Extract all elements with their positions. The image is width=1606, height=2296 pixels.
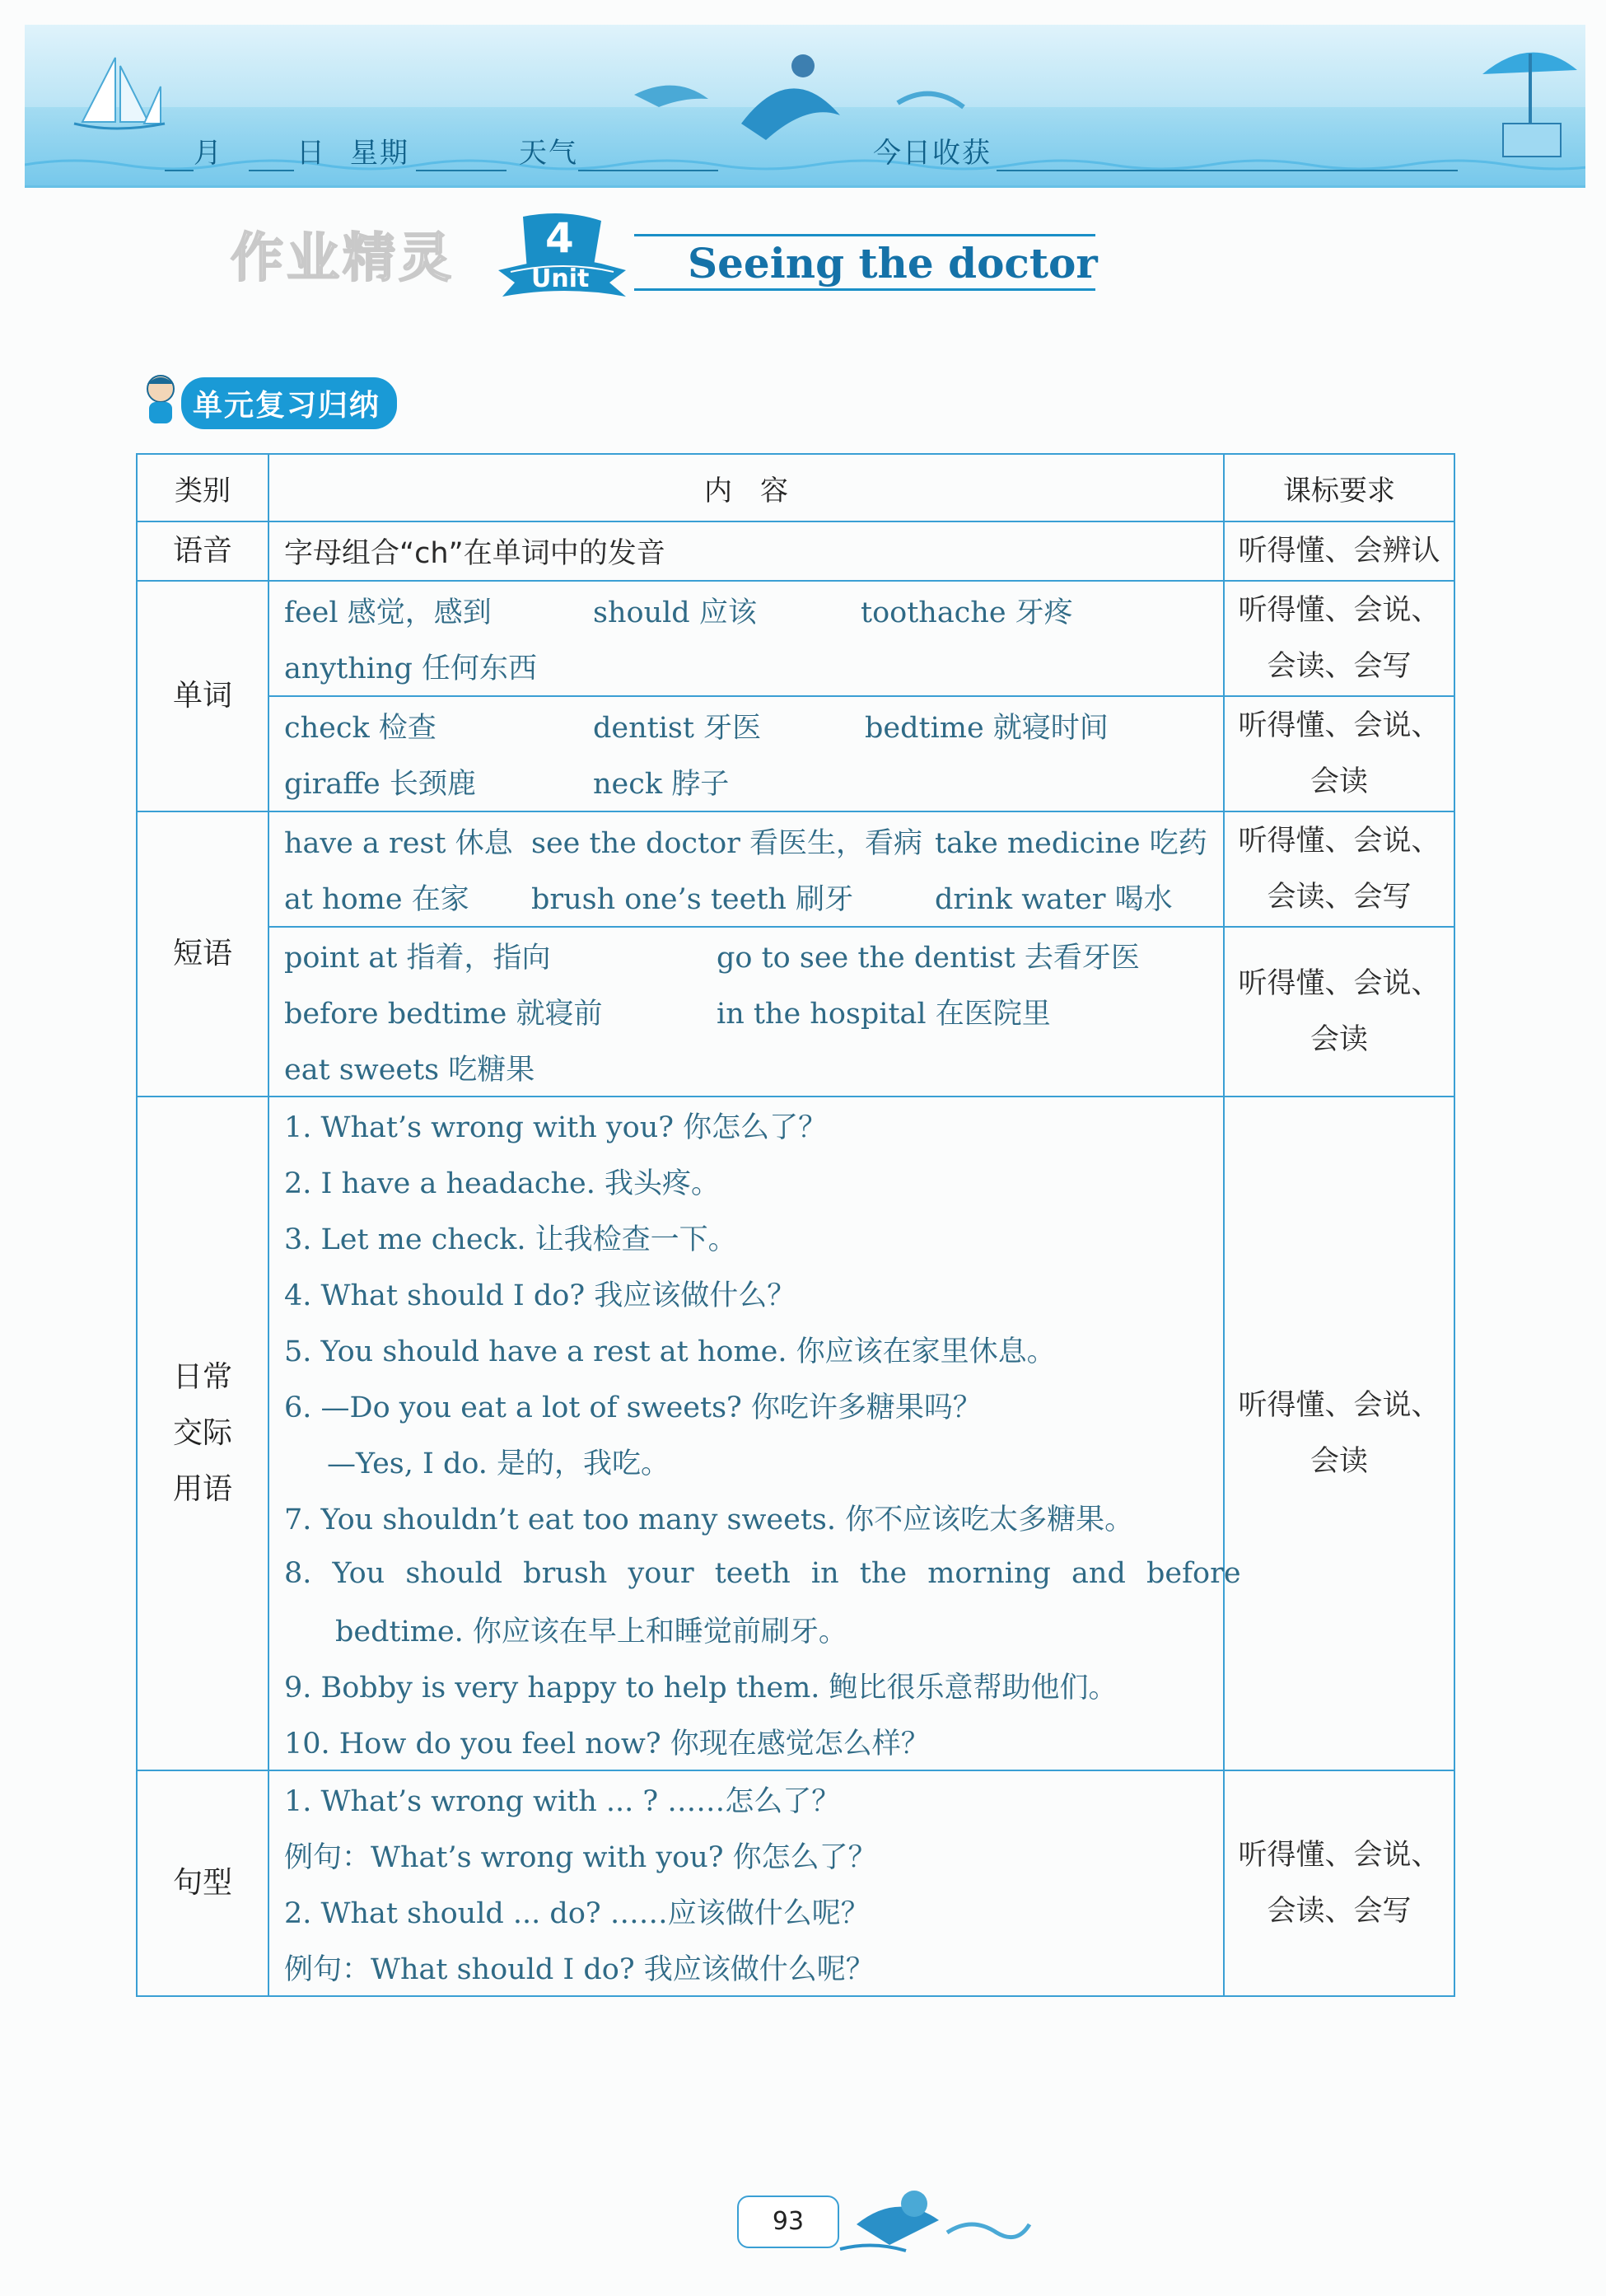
row-daily-expressions — [137, 1097, 1454, 1770]
requirement-cell — [1224, 581, 1454, 696]
month-blank — [165, 170, 194, 171]
content-cell — [268, 927, 1224, 1097]
boy-mascot-icon — [136, 371, 185, 428]
title-rule-bottom — [634, 288, 1095, 291]
brand-logo: 作业精灵 — [231, 228, 455, 289]
sentence-line: 1. What’s wrong with you? 你怎么了？ — [284, 1111, 828, 1144]
row-phrases-1 — [137, 811, 1454, 927]
day-blank — [249, 170, 294, 171]
unit-title: Seeing the doctor — [688, 239, 1098, 288]
sentence-line: 2. I have a headache. 我头疼。 — [284, 1167, 720, 1200]
phrase-item: in the hospital 在医院里 — [717, 998, 1051, 1031]
unit-word: Unit — [531, 264, 590, 293]
vocab-item: dentist 牙医 — [593, 712, 762, 745]
gain-blank — [997, 170, 1458, 171]
vocab-item: neck 脖子 — [593, 768, 730, 801]
content-cell — [268, 1097, 1241, 1770]
row-words-2 — [137, 696, 1454, 811]
requirement-cell — [1224, 811, 1454, 927]
sentence-line: 7. You shouldn’t eat too many sweets. 你不应该吃太多糖果。 — [284, 1503, 1134, 1536]
category-cell: 短语 — [137, 811, 268, 1097]
requirement-line: 听得懂、会说、 — [1238, 594, 1440, 627]
sentence-line: 5. You should have a rest at home. 你应该在家里休息。 — [284, 1335, 1056, 1368]
sentence-line: 4. What should I do? 我应该做什么？ — [284, 1279, 796, 1312]
gain-label: 今日收获 — [873, 137, 992, 170]
requirement-line: 听得懂、会说、 — [1238, 967, 1440, 1000]
page-number: 93 — [737, 2195, 839, 2248]
content-cell — [268, 1770, 1224, 1996]
row-words-1 — [137, 581, 1454, 696]
vocab-item: toothache 牙疼 — [861, 596, 1073, 629]
requirement-cell: 听得懂、会辨认 — [1224, 521, 1454, 581]
requirement-line: 听得懂、会说、 — [1238, 709, 1440, 742]
requirement-cell — [1224, 696, 1454, 811]
section-title: 单元复习归纳 — [181, 377, 397, 429]
category-cell: 语音 — [137, 521, 268, 581]
weekday-label: 星期 — [350, 137, 409, 170]
requirement-line: 会读 — [1310, 1445, 1368, 1478]
sentence-line: —Yes, I do. 是的，我吃。 — [327, 1447, 670, 1480]
requirement-line: 听得懂、会说、 — [1238, 1389, 1440, 1422]
phrase-item: before bedtime 就寝前 — [284, 998, 603, 1031]
phrase-item: see the doctor 看医生，看病 — [531, 827, 923, 860]
pattern-line: 1. What’s wrong with ... ? ……怎么了？ — [284, 1785, 841, 1818]
row-pronunciation — [137, 521, 1454, 581]
banner-illustration — [25, 25, 1585, 185]
requirement-line: 会读 — [1310, 765, 1368, 798]
requirement-cell — [1224, 927, 1454, 1097]
table-header-row — [137, 454, 1454, 521]
content-cell — [268, 581, 1224, 696]
phrase-item: brush one’s teeth 刷牙 — [531, 883, 854, 916]
unit-badge — [494, 213, 634, 307]
pattern-example: 例句：What’s wrong with you? 你怎么了？ — [284, 1841, 877, 1874]
requirement-cell — [1224, 1770, 1454, 1996]
phrase-item: have a rest 休息 — [284, 827, 513, 860]
category-line: 交际 — [172, 1416, 232, 1450]
vocab-item: check 检查 — [284, 712, 437, 745]
row-phrases-2 — [137, 927, 1454, 1097]
phrase-item: at home 在家 — [284, 883, 469, 916]
unit-number: 4 — [545, 214, 574, 262]
vocab-item: feel 感觉，感到 — [284, 596, 492, 629]
requirement-line: 会读、会写 — [1267, 881, 1412, 914]
day-label: 日 — [296, 137, 326, 170]
pattern-line: 2. What should ... do? ……应该做什么呢？ — [284, 1897, 870, 1930]
month-label: 月 — [194, 137, 223, 170]
phrase-item: go to see the dentist 去看牙医 — [717, 942, 1140, 975]
header-content: 内 容 — [268, 454, 1224, 521]
pronunciation-text: 字母组合“ch”在单词中的发音 — [284, 537, 665, 570]
requirement-line: 听得懂、会说、 — [1238, 1839, 1440, 1872]
sentence-line: 9. Bobby is very happy to help them. 鲍比很乐意帮助他们。 — [284, 1672, 1118, 1704]
requirement-line: 听得懂、会说、 — [1238, 825, 1440, 858]
category-cell: 句型 — [137, 1770, 268, 1996]
footer-sea-decoration-icon — [824, 2175, 1038, 2266]
content-cell — [268, 521, 1224, 581]
sentence-line: bedtime. 你应该在早上和睡觉前刷牙。 — [335, 1616, 847, 1648]
vocab-item: anything 任何东西 — [284, 652, 538, 685]
content-cell — [268, 696, 1224, 811]
header-banner — [25, 25, 1585, 188]
header-category: 类别 — [137, 454, 268, 521]
phrase-item: point at 指着，指向 — [284, 942, 551, 975]
requirement-line: 会读、会写 — [1267, 650, 1412, 683]
category-line: 用语 — [172, 1472, 232, 1506]
pattern-example: 例句：What should I do? 我应该做什么呢？ — [284, 1953, 875, 1986]
sentence-line: 6. —Do you eat a lot of sweets? 你吃许多糖果吗？ — [284, 1391, 982, 1424]
vocab-item: bedtime 就寝时间 — [865, 712, 1109, 745]
category-cell — [137, 1097, 268, 1770]
sentence-line: 8. You should brush your teeth in the morning and before — [284, 1557, 1241, 1590]
vocab-item: giraffe 长颈鹿 — [284, 768, 476, 801]
requirement-line: 会读、会写 — [1267, 1895, 1412, 1928]
vocab-item: should 应该 — [593, 596, 757, 629]
sentence-line: 3. Let me check. 让我检查一下。 — [284, 1223, 737, 1256]
requirement-line: 会读 — [1310, 1023, 1368, 1056]
content-cell — [268, 811, 1224, 927]
sentence-line: 10. How do you feel now? 你现在感觉怎么样？ — [284, 1728, 930, 1761]
title-rule-top — [634, 234, 1095, 236]
phrase-item: take medicine 吃药 — [935, 827, 1207, 860]
row-sentence-patterns — [137, 1770, 1454, 1996]
weather-label: 天气 — [519, 137, 578, 170]
category-line: 日常 — [172, 1360, 232, 1394]
category-cell: 单词 — [137, 581, 268, 811]
phrase-item: eat sweets 吃糖果 — [284, 1054, 535, 1087]
header-requirement: 课标要求 — [1224, 454, 1454, 521]
weekday-blank — [416, 170, 507, 171]
phrase-item: drink water 喝水 — [935, 883, 1173, 916]
unit-review-table — [136, 453, 1455, 1997]
requirement-cell — [1224, 1097, 1454, 1770]
weather-blank — [578, 170, 718, 171]
